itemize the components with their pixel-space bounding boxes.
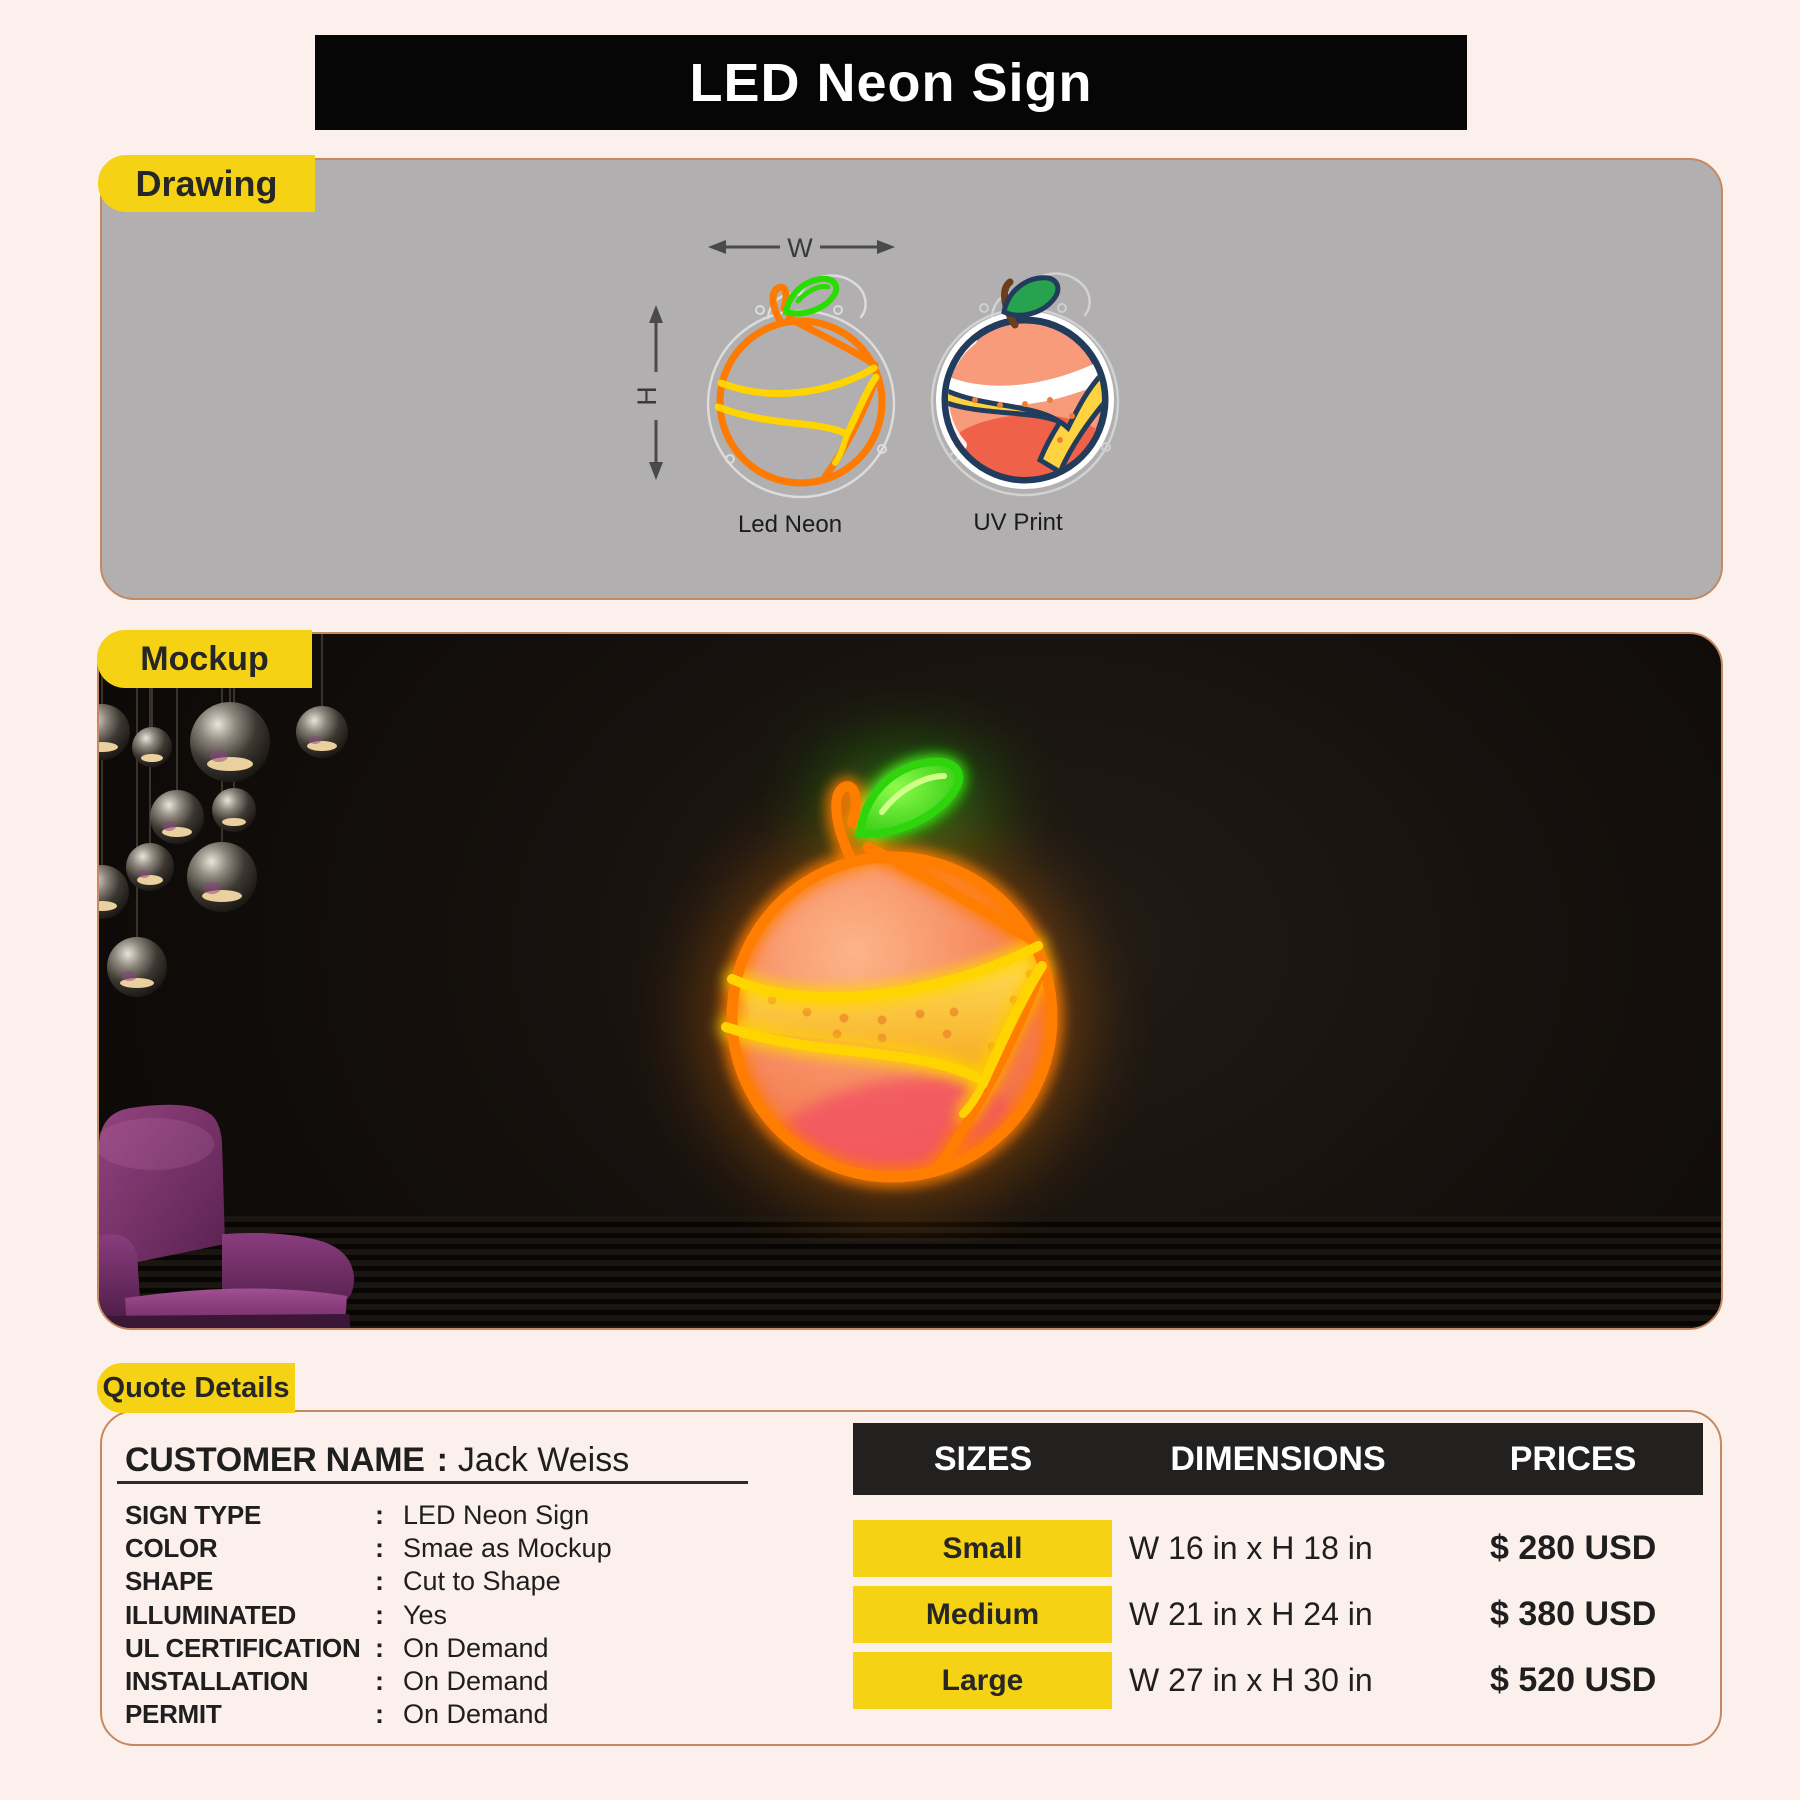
mockup-section-tab [97,630,312,688]
field-separator: : [375,1632,384,1663]
price-value: $ 280 USD [1490,1529,1657,1567]
dimensions-value: W 21 in x H 24 in [1129,1596,1373,1632]
customer-name-value: Jack Weiss [457,1441,630,1479]
table-row-medium [853,1586,1703,1643]
field-label: INSTALLATION [125,1666,309,1697]
technical-drawing [620,230,1180,540]
column-header-prices: PRICES [1509,1439,1637,1478]
led-neon-drawing [708,276,894,497]
field-separator: : [375,1566,384,1597]
width-label: W [787,233,813,263]
field-separator: : [375,1500,384,1531]
dimensions-value: W 27 in x H 30 in [1129,1662,1373,1698]
table-row-small [853,1520,1703,1577]
field-value: On Demand [403,1632,549,1663]
drawing-section-tab [98,155,315,212]
field-label: PERMIT [125,1699,222,1730]
field-row-illuminated [125,1599,735,1632]
customer-name-label: CUSTOMER NAME [125,1441,425,1479]
price-table-header [853,1423,1703,1495]
size-badge: Large [853,1652,1112,1709]
field-row-color [125,1532,735,1565]
field-label: COLOR [125,1533,218,1564]
drawing-tab-label: Drawing [135,162,278,204]
uv-print-drawing [932,274,1118,495]
table-row-large [853,1652,1703,1709]
customer-name-separator: : [436,1441,448,1479]
field-row-ul-certification [125,1632,735,1665]
mockup-panel [97,632,1723,1330]
uv-print-caption: UV Print [973,509,1063,536]
price-value: $ 520 USD [1490,1661,1657,1699]
neon-sign-mockup [582,682,1202,1242]
height-label: H [632,386,662,406]
customer-name-row [125,1441,629,1480]
column-header-sizes: SIZES [933,1439,1033,1478]
size-badge: Medium [853,1586,1112,1643]
field-row-sign-type [125,1499,735,1532]
field-label: ILLUMINATED [125,1599,296,1630]
quote-fields [125,1499,735,1731]
quote-tab-label: Quote Details [102,1371,290,1404]
field-label: SIGN TYPE [125,1500,261,1531]
page-title: LED Neon Sign [689,52,1093,113]
dimensions-value: W 16 in x H 18 in [1129,1530,1373,1566]
field-separator: : [375,1666,384,1697]
quote-section-tab [97,1363,295,1413]
field-label: SHAPE [125,1566,214,1597]
size-badge: Small [853,1520,1112,1577]
field-row-installation [125,1665,735,1698]
field-value: On Demand [403,1666,549,1697]
field-value: On Demand [403,1699,549,1730]
field-row-shape [125,1565,735,1598]
armchair [99,1084,429,1330]
customer-underline [117,1481,748,1484]
led-neon-caption: Led Neon [737,511,843,538]
field-separator: : [375,1699,384,1730]
mockup-tab-label: Mockup [140,639,269,678]
field-label: UL CERTIFICATION [125,1632,361,1663]
field-separator: : [375,1533,384,1564]
field-value: Smae as Mockup [403,1533,612,1564]
column-header-dimensions: DIMENSIONS [1170,1439,1386,1478]
field-value: Cut to Shape [403,1566,561,1597]
page-title-bar [315,35,1467,130]
field-separator: : [375,1599,384,1630]
field-row-permit [125,1698,735,1731]
field-value: Yes [403,1599,448,1630]
field-value: LED Neon Sign [403,1500,590,1531]
lamp-balls [99,702,348,997]
pendant-lamps [99,634,559,1084]
price-value: $ 380 USD [1490,1595,1657,1633]
